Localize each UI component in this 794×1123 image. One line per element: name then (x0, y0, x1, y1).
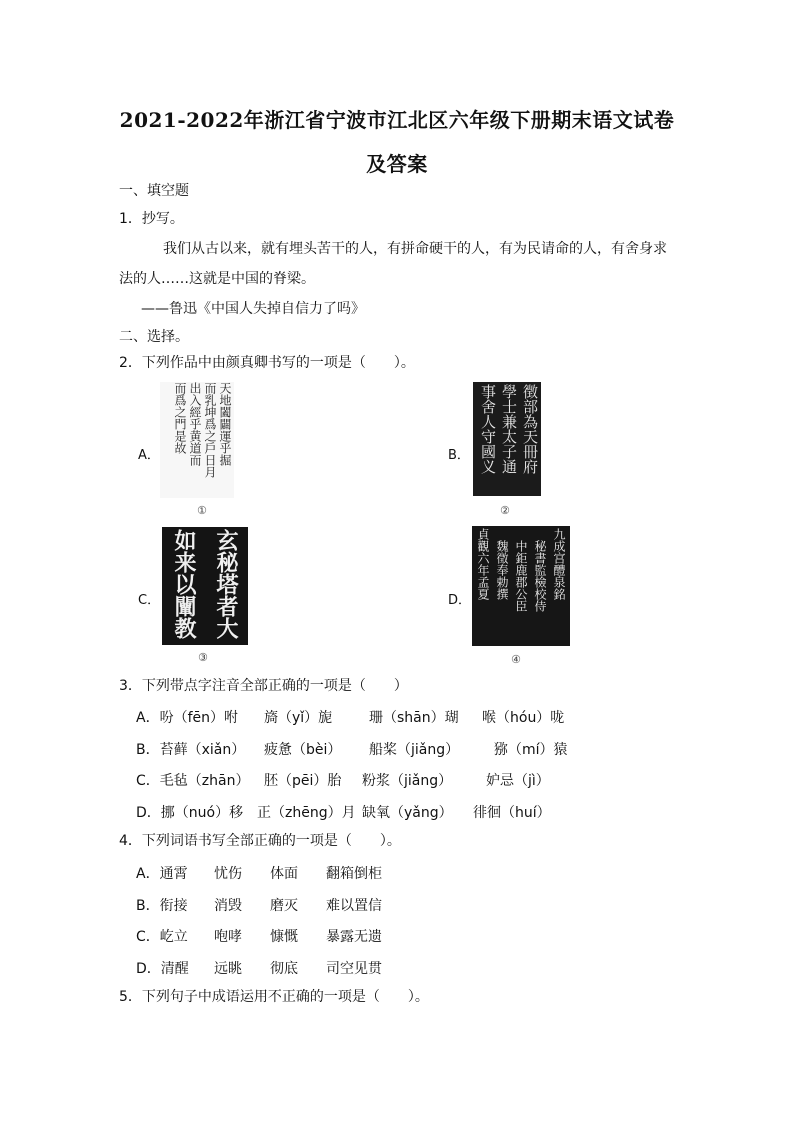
q3-d-item-2: 正（zhēng）月 (257, 805, 356, 821)
calligraphy-b-col2: 學士兼太子通 (500, 384, 518, 474)
q3-b-item-1: B．苔藓（xiǎn） (136, 742, 246, 758)
calligraphy-a-col3: 出入經乎黄道而 (188, 382, 202, 466)
q4-b-item-2: 消毁 (214, 898, 242, 914)
q4-b-item-3: 磨灭 (270, 898, 298, 914)
q3-d-item-4: 徘徊（huí） (473, 805, 551, 821)
q4-d-item-2: 远眺 (214, 961, 242, 977)
q4-a-item-3: 体面 (270, 866, 298, 882)
q2-option-d-label: D． (448, 593, 472, 608)
calligraphy-c-col2: 如来以闡教 (171, 529, 197, 639)
q2-option-a-label: A． (138, 448, 160, 463)
q4-d-item-3: 彻底 (270, 961, 298, 977)
calligraphy-c-col1: 玄秘塔者大 (213, 529, 239, 639)
calligraphy-a-col1: 天地闔闢運乎掘 (218, 382, 232, 466)
question-1-stem: 1．抄写。 (119, 211, 184, 227)
q3-a-item-4: 喉（hóu）咙 (482, 710, 565, 726)
question-5-stem: 5．下列句子中成语运用不正确的一项是（ ）。 (119, 989, 429, 1005)
calligraphy-d-col3: 中鉅鹿郡公臣 (514, 540, 528, 612)
q2-marker-3: ③ (198, 651, 208, 664)
question-1-passage-line2: 法的人……这就是中国的脊梁。 (119, 271, 315, 287)
section-heading-choice: 二、选择。 (119, 329, 189, 345)
q3-a-item-3: 珊（shān）瑚 (369, 710, 459, 726)
q3-b-item-3: 船桨（jiǎng） (369, 742, 460, 758)
calligraphy-d-col2: 秘書監檢校侍 (533, 540, 547, 612)
calligraphy-d-col5: 貞觀六年孟夏 (476, 528, 490, 600)
q3-a-item-2: 旖（yǐ）旎 (264, 710, 333, 726)
q2-option-c-label: C． (138, 593, 161, 608)
q4-b-item-4: 难以置信 (326, 898, 382, 914)
q3-c-item-4: 妒忌（jì） (486, 773, 550, 789)
calligraphy-d-col1: 九成宫醴泉銘 (552, 528, 566, 600)
calligraphy-b-col1: 徴部為天冊府 (521, 384, 539, 474)
q3-d-item-3: 缺氧（yǎng） (362, 805, 453, 821)
calligraphy-b-col3: 事舍人守國义 (479, 384, 497, 474)
calligraphy-image-b (473, 382, 541, 496)
q3-c-item-1: C．毛毡（zhān） (136, 773, 250, 789)
q3-b-item-2: 疲惫（bèi） (264, 742, 342, 758)
q4-a-item-4: 翻箱倒柜 (326, 866, 382, 882)
calligraphy-image-c (162, 527, 248, 645)
question-1-passage-line1: 我们从古以来，就有埋头苦干的人，有拼命硬干的人，有为民请命的人，有舍身求 (163, 241, 667, 257)
question-4-stem: 4．下列词语书写全部正确的一项是（ ）。 (119, 833, 401, 849)
section-heading-fill: 一、填空题 (119, 183, 189, 199)
q4-c-item-4: 暴露无遗 (326, 929, 382, 945)
q4-d-item-4: 司空见贯 (326, 961, 382, 977)
calligraphy-image-a (160, 382, 234, 498)
q3-b-item-4: 猕（mí）猿 (494, 742, 568, 758)
question-1-source: ——鲁迅《中国人失掉自信力了吗》 (141, 301, 365, 317)
q4-d-item-1: D．清醒 (136, 961, 189, 977)
q3-a-item-1: A．吩（fēn）咐 (136, 710, 238, 726)
q4-c-item-2: 咆哮 (214, 929, 242, 945)
q2-marker-1: ① (197, 504, 207, 517)
q2-option-b-label: B． (448, 448, 470, 463)
q4-a-item-1: A．通霄 (136, 866, 188, 882)
q4-c-item-1: C．屹立 (136, 929, 188, 945)
calligraphy-a-col4: 而爲之門是故 (173, 382, 187, 454)
calligraphy-image-d (472, 526, 570, 646)
question-3-stem: 3．下列带点字注音全部正确的一项是（ ） (119, 678, 408, 694)
q3-c-item-3: 粉浆（jiǎng） (362, 773, 453, 789)
q3-c-item-2: 胚（pēi）胎 (264, 773, 342, 789)
q4-b-item-1: B．衔接 (136, 898, 188, 914)
q4-c-item-3: 慷慨 (270, 929, 298, 945)
question-2-stem: 2．下列作品中由颜真卿书写的一项是（ ）。 (119, 355, 415, 371)
q3-d-item-1: D．挪（nuó）移 (136, 805, 244, 821)
document-title-line1: 2021-2022年浙江省宁波市江北区六年级下册期末语文试卷 (119, 108, 675, 132)
calligraphy-d-col4: 魏徵奉勅撰 (495, 540, 509, 600)
q2-marker-2: ② (500, 504, 510, 517)
document-title-line2: 及答案 (366, 152, 428, 176)
q4-a-item-2: 忧伤 (214, 866, 242, 882)
calligraphy-a-col2: 而乳坤爲之戶日月 (203, 382, 217, 478)
q2-marker-4: ④ (511, 653, 521, 666)
